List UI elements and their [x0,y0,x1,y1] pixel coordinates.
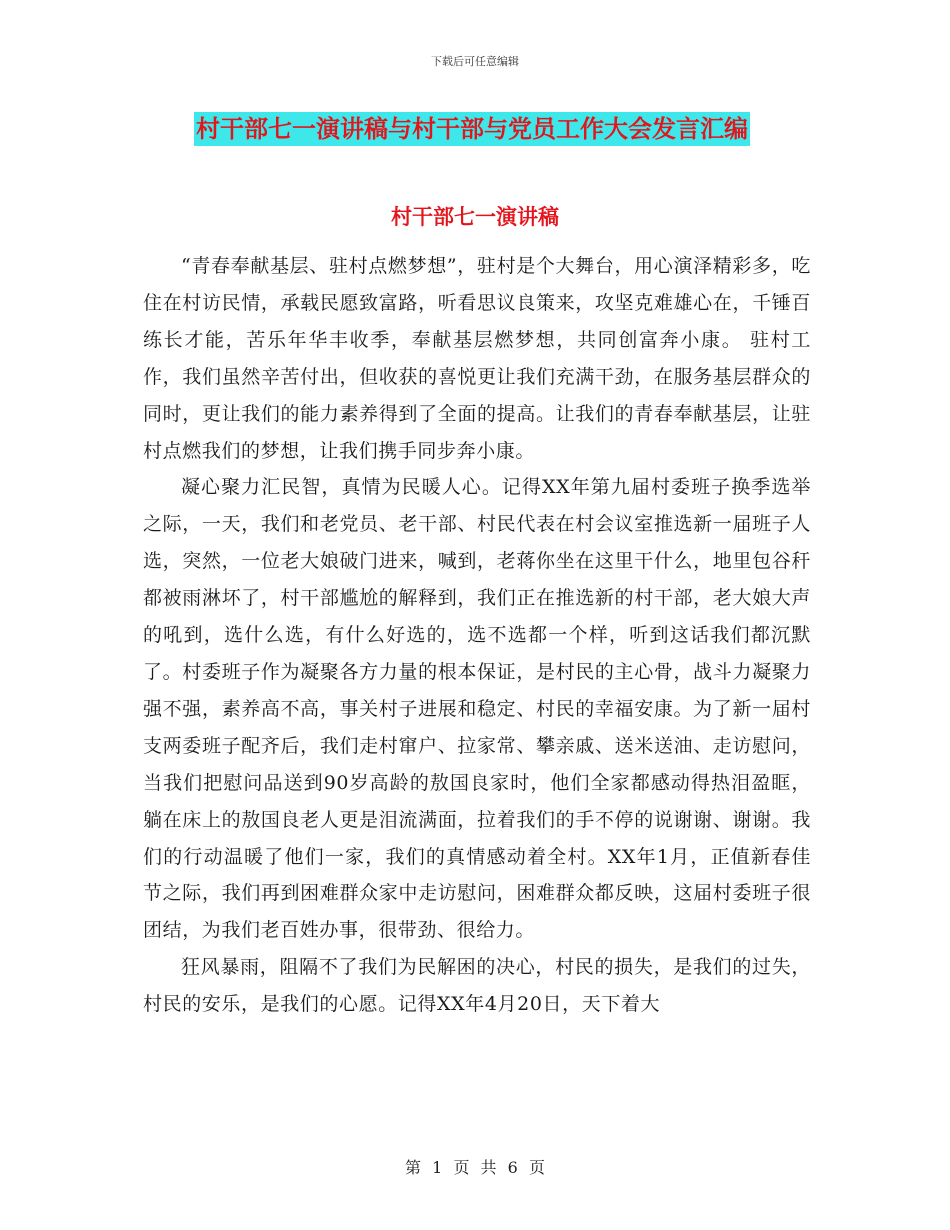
section-title: 村干部七一演讲稿 [391,204,559,229]
page-header-note: 下载后可任意编辑 [431,55,519,68]
paragraph: “青春奉献基层、驻村点燃梦想”，驻村是个大舞台，用心演泽精彩多，吃住在村访民情，承载民愿致富路，听看思议良策来，攻坚克难雄心在，千锤百练长才能，苦乐年华丰收季，奉献基层燃梦想，共同创富奔小康。 驻村工作，我们虽然辛苦付出，但收获的喜悦更让我们充满干劲，在服务基层群众的同时，更让我们的能力素养得到了全面的提高。让我们的青春奉献基层，让驻村点燃我们的梦想，让我们携手同步奔小康。 [143,255,811,462]
footer-total-unit: 页 [528,1158,545,1177]
footer-page-number: 1 [432,1158,443,1177]
page-footer [0,1155,950,1178]
footer-page-unit: 页 [453,1158,470,1177]
footer-total-pages: 6 [507,1158,518,1177]
footer-prefix: 第 [405,1158,422,1177]
paragraph: 凝心聚力汇民智，真情为民暖人心。记得XX年第九届村委班子换季选举之际，一天，我们和老党员、老干部、村民代表在村会议室推选新一届班子人选，突然，一位老大娘破门进来，喊到，老蒋你坐在这里干什么，地里包谷秆都被雨淋坏了，村干部尴尬的解释到，我们正在推选新的村干部，老大娘大声的吼到，选什么选，有什么好选的，选不选都一个样，听到这话我们都沉默了。村委班子作为凝聚各方力量的根本保证，是村民的主心骨，战斗力凝聚力强不强，素养高不高，事关村子进展和稳定、村民的幸福安康。为了新一届村支两委班子配齐后，我们走村窜户、拉家常、攀亲戚、送米送油、走访慰问，当我们把慰问品送到90岁高龄的敖国良家时，他们全家都感动得热泪盈眶，躺在床上的敖国良老人更是泪流满面，拉着我们的手不停的说谢谢、谢谢。我们的行动温暖了他们一家，我们的真情感动着全村。XX年1月，正值新春佳节之际，我们再到困难群众家中走访慰问，困难群众都反映，这届村委班子很团结，为我们老百姓办事，很带劲、很给力。 [143,476,811,942]
footer-total-prefix: 共 [480,1158,497,1177]
document-body [143,248,811,1023]
paragraph: 狂风暴雨，阻隔不了我们为民解困的决心，村民的损失，是我们的过失，村民的安乐，是我们的心愿。记得XX年4月20日，天下着大 [143,956,811,1016]
document-main-title: 村干部七一演讲稿与村干部与党员工作大会发言汇编 [194,112,750,146]
